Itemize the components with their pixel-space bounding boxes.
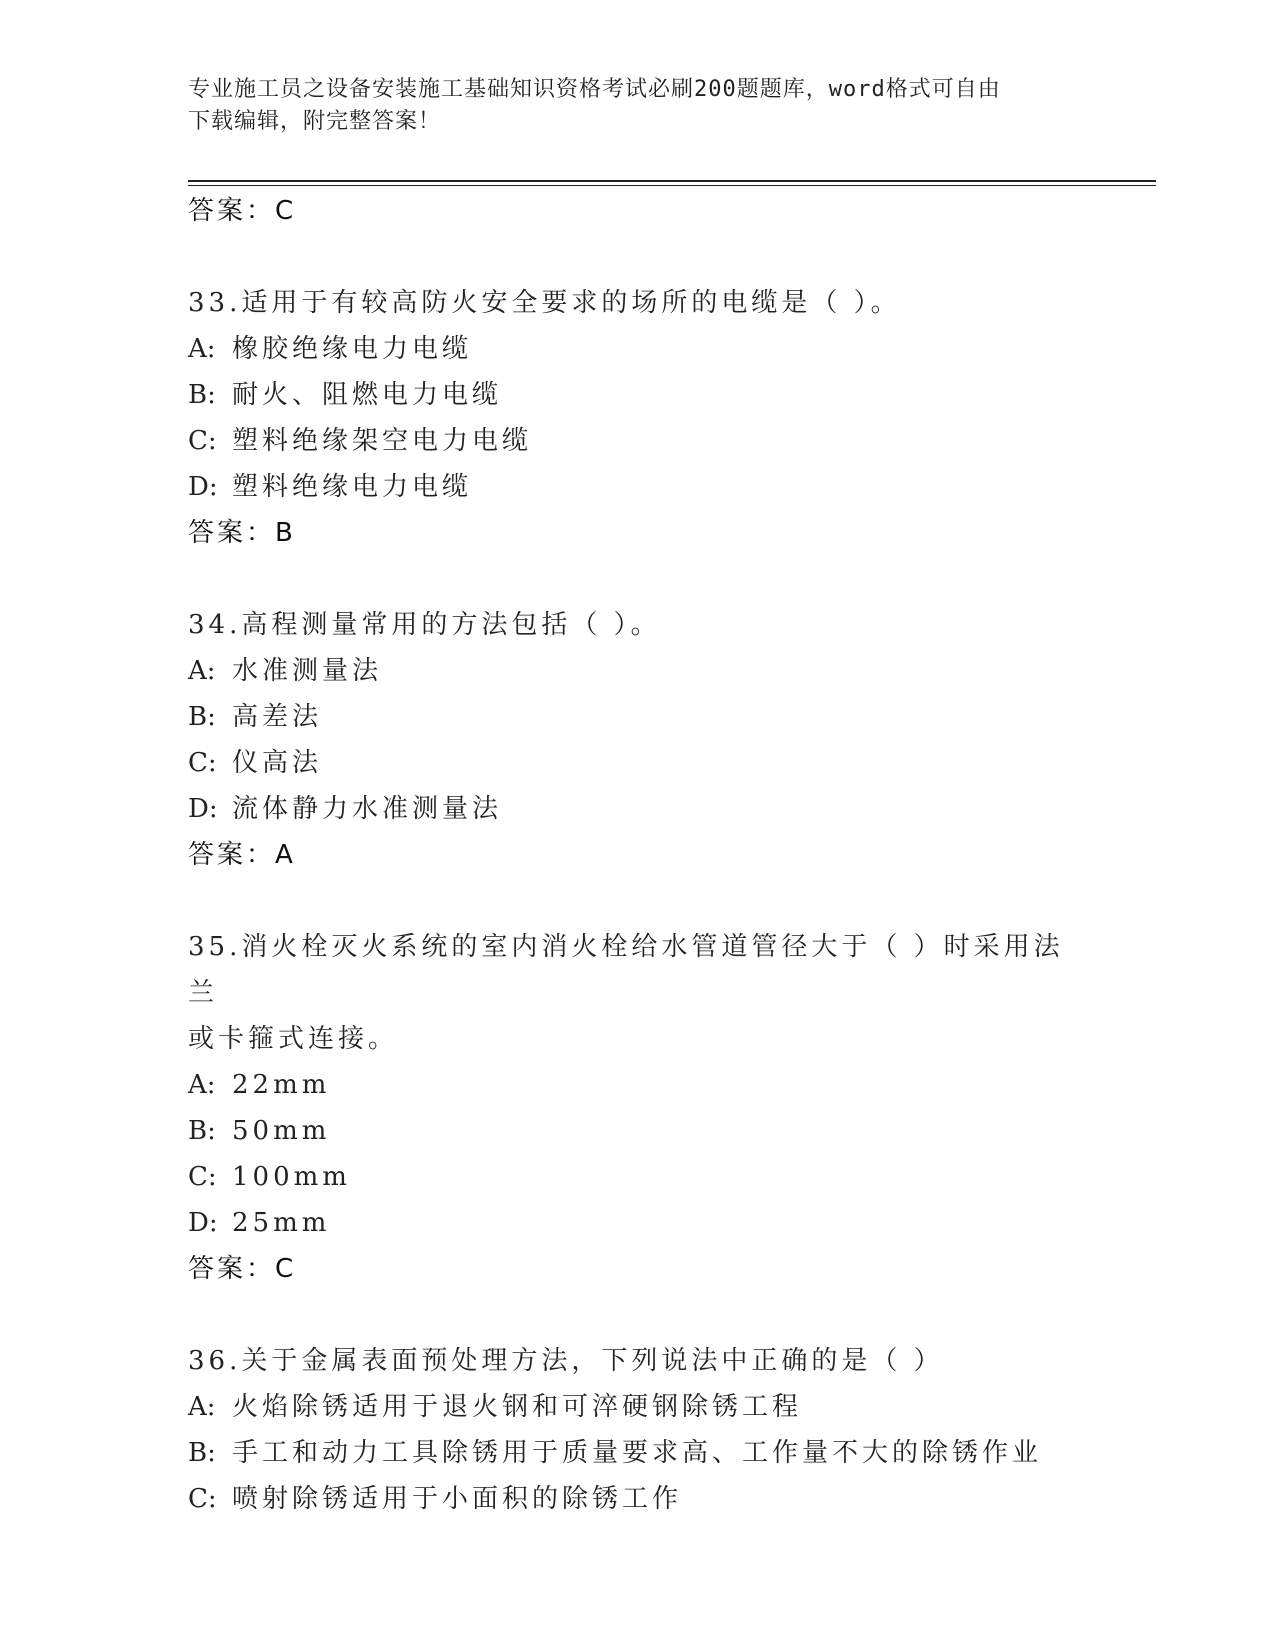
answer-label: 答案：A [188, 840, 296, 870]
question-35 [188, 924, 1088, 1292]
option-c [188, 1476, 1088, 1522]
option-a [188, 1062, 1088, 1108]
option-text: 喷射除锈适用于小面积的除锈工作 [232, 1484, 683, 1514]
option-key: B: [188, 702, 216, 732]
option-d [188, 464, 1088, 510]
option-c [188, 1154, 1088, 1200]
option-text: 100mm [232, 1162, 351, 1192]
header-divider-thin [188, 185, 1156, 186]
option-text: 50mm [232, 1116, 331, 1146]
option-b [188, 372, 1088, 418]
question-33 [188, 280, 1088, 556]
option-b [188, 1430, 1088, 1476]
option-key: D: [188, 1208, 218, 1238]
question-34 [188, 602, 1088, 878]
option-text: 手工和动力工具除锈用于质量要求高、工作量不大的除锈作业 [232, 1438, 1043, 1468]
option-text: 高差法 [232, 702, 323, 732]
option-key: A: [188, 656, 216, 686]
question-36 [188, 1338, 1088, 1522]
question-text-line-1: 35.消火栓灭火系统的室内消火栓给水管道管径大于（ ）时采用法兰 [188, 932, 1064, 1008]
option-key: C: [188, 748, 217, 778]
option-b [188, 694, 1088, 740]
option-text: 耐火、阻燃电力电缆 [232, 380, 503, 410]
option-text: 塑料绝缘架空电力电缆 [232, 426, 533, 456]
option-a [188, 648, 1088, 694]
option-key: B: [188, 1438, 216, 1468]
document-header [188, 74, 1088, 138]
option-text: 水准测量法 [232, 656, 383, 686]
answer-label: 答案：B [188, 518, 296, 548]
document-body [188, 188, 1088, 1522]
option-key: C: [188, 1162, 217, 1192]
option-key: D: [188, 794, 218, 824]
question-text-line-2: 或卡箍式连接。 [188, 1024, 399, 1054]
option-text: 火焰除锈适用于退火钢和可淬硬钢除锈工程 [232, 1392, 803, 1422]
question-text: 36.关于金属表面预处理方法，下列说法中正确的是（ ） [188, 1346, 944, 1376]
option-key: C: [188, 426, 217, 456]
option-d [188, 1200, 1088, 1246]
option-b [188, 1108, 1088, 1154]
option-d [188, 786, 1088, 832]
option-a [188, 326, 1088, 372]
option-text: 塑料绝缘电力电缆 [232, 472, 473, 502]
option-text: 25mm [232, 1208, 331, 1238]
option-text: 22mm [232, 1070, 331, 1100]
option-key: A: [188, 334, 216, 364]
option-c [188, 418, 1088, 464]
option-c [188, 740, 1088, 786]
option-key: B: [188, 1116, 216, 1146]
question-text: 34.高程测量常用的方法包括（ ）。 [188, 610, 661, 640]
option-text: 橡胶绝缘电力电缆 [232, 334, 473, 364]
header-line-2: 下载编辑，附完整答案！ [188, 109, 442, 134]
option-key: C: [188, 1484, 217, 1514]
option-key: B: [188, 380, 216, 410]
option-key: D: [188, 472, 218, 502]
answer-label: 答案：C [188, 196, 297, 226]
option-text: 仪高法 [232, 748, 323, 778]
option-a [188, 1384, 1088, 1430]
header-divider [188, 180, 1156, 182]
option-key: A: [188, 1070, 216, 1100]
question-text: 33.适用于有较高防火安全要求的场所的电缆是（ ）。 [188, 288, 901, 318]
option-key: A: [188, 1392, 216, 1422]
header-line-1: 专业施工员之设备安装施工基础知识资格考试必刷200题题库，word格式可自由 [188, 77, 1001, 102]
answer-label: 答案：C [188, 1254, 297, 1284]
option-text: 流体静力水准测量法 [232, 794, 503, 824]
